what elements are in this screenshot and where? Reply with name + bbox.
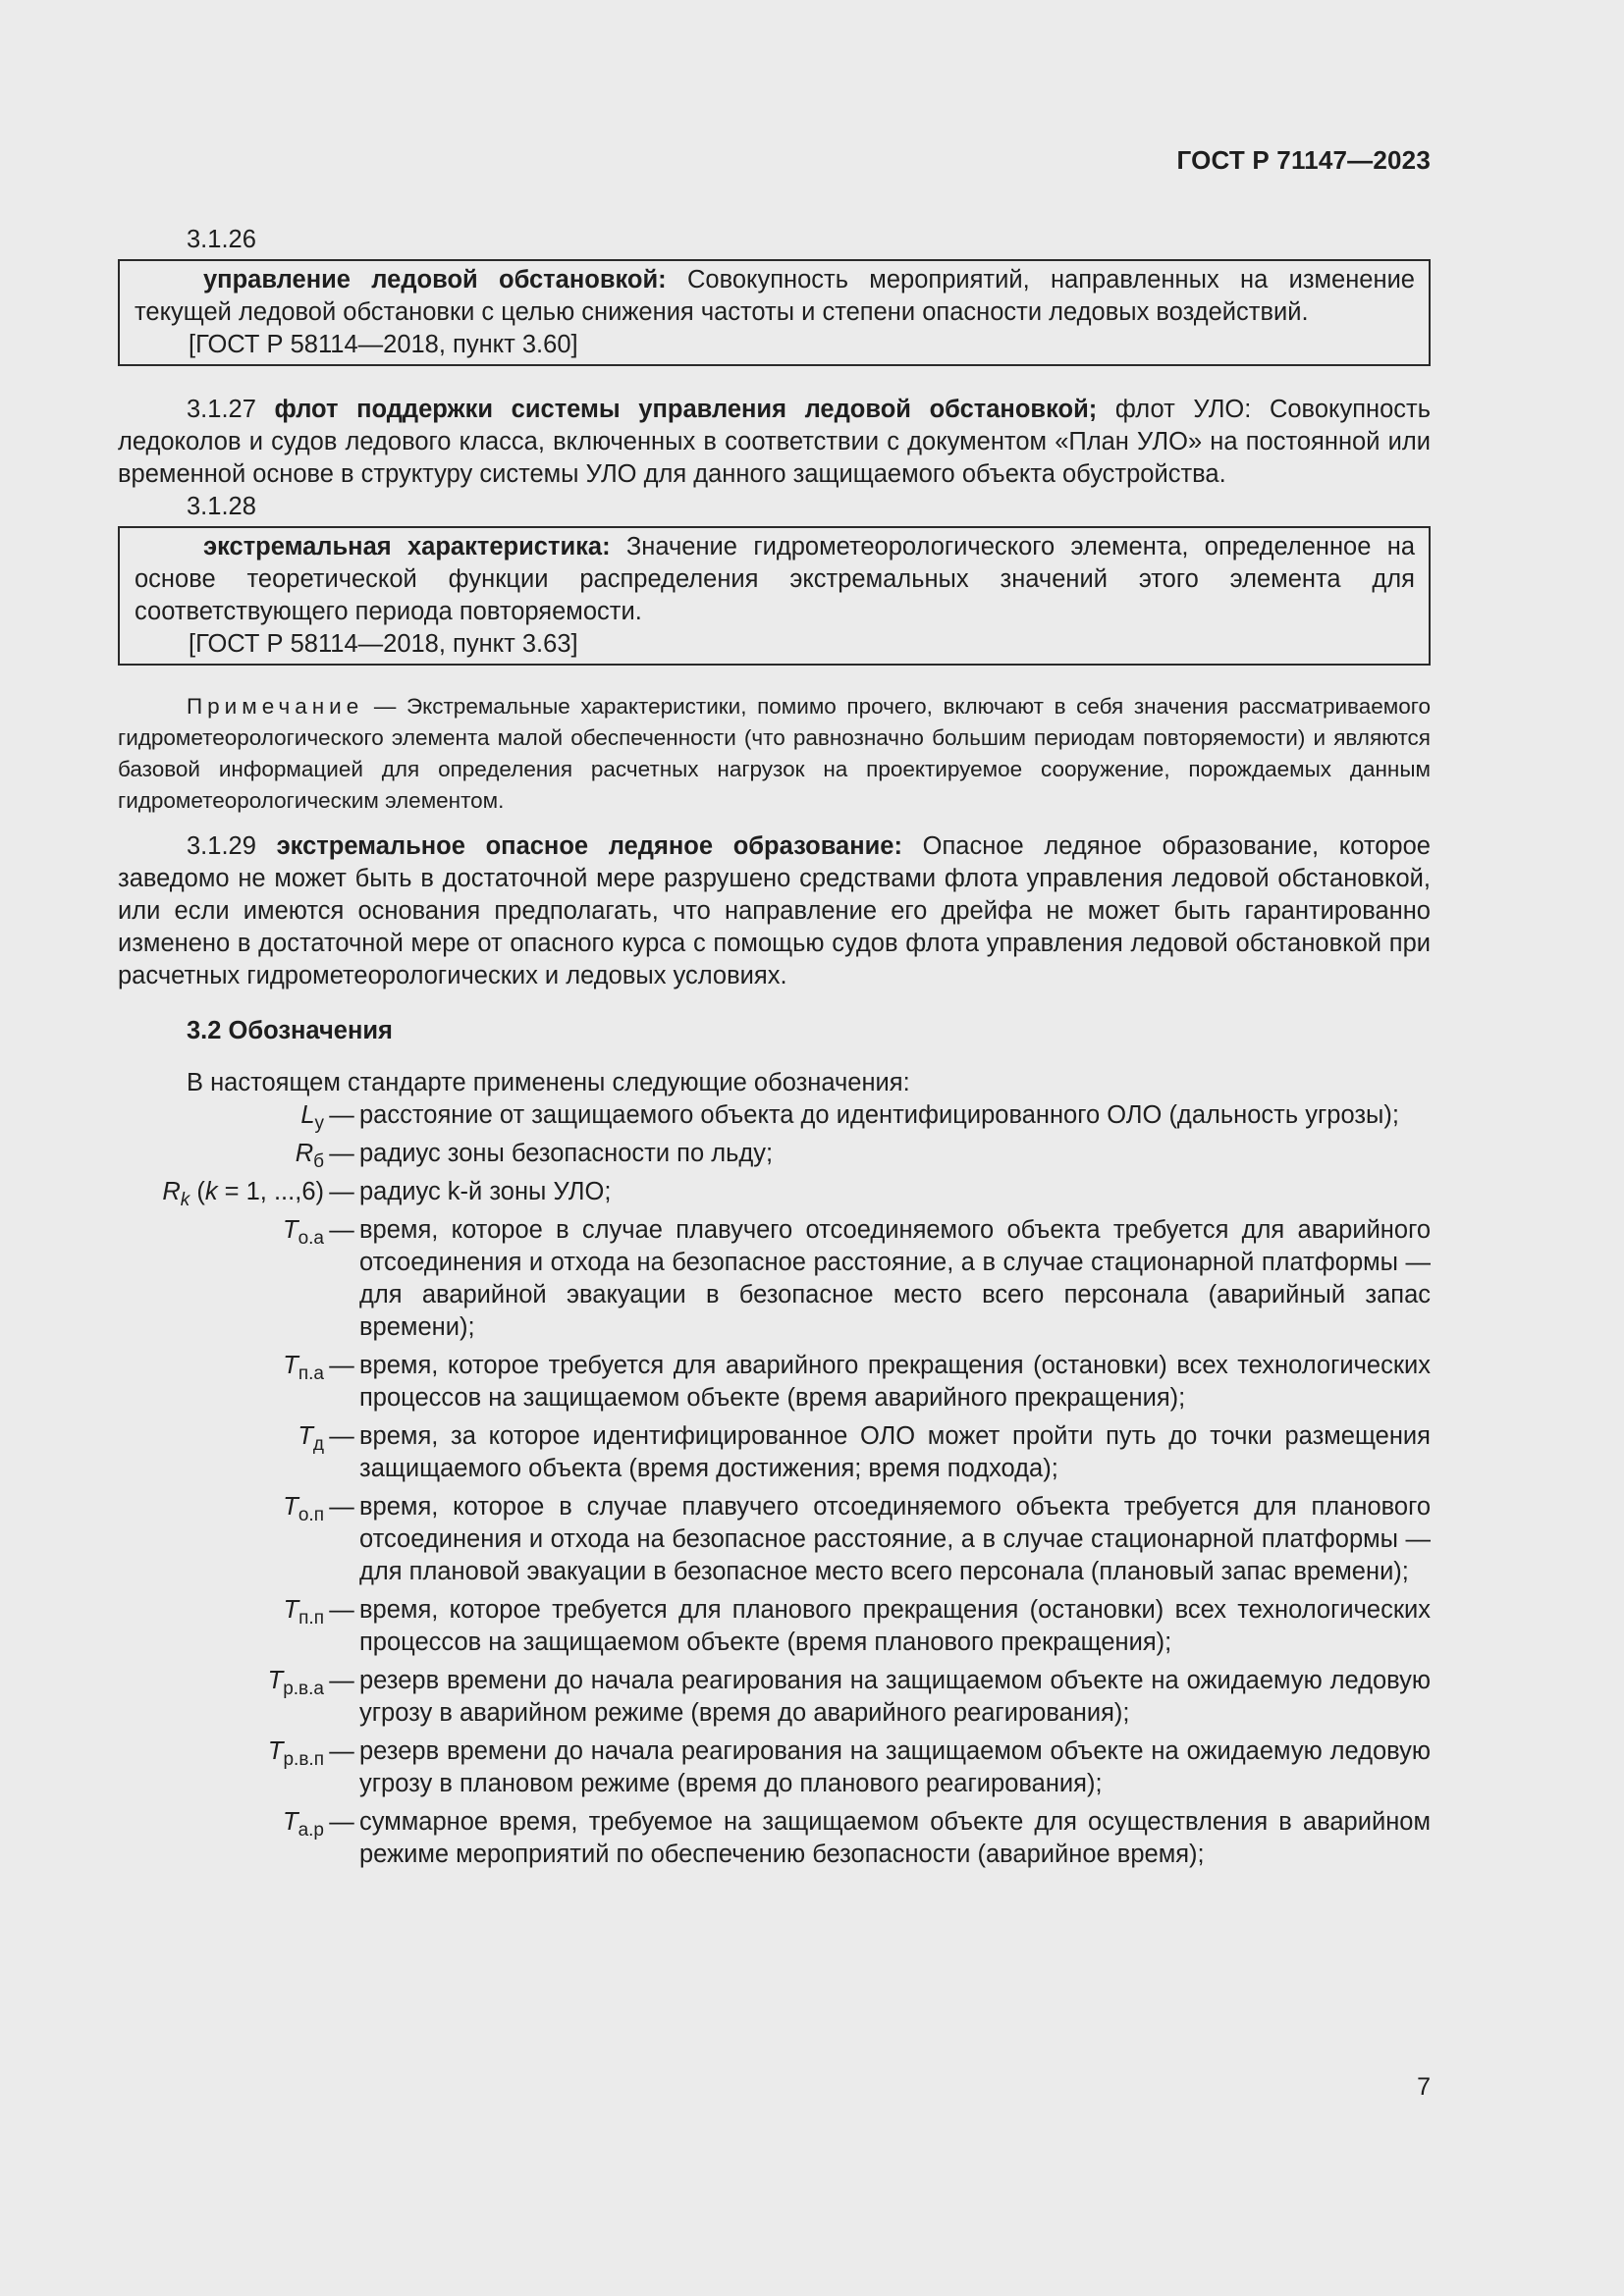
clause-number-3-1-26: 3.1.26 — [187, 226, 256, 253]
symbol-subscript: а.р — [298, 1820, 324, 1841]
symbol — [118, 1099, 324, 1132]
em-dash: — — [329, 1808, 354, 1836]
symbol-base: T — [283, 1493, 298, 1521]
em-dash: — — [329, 1216, 354, 1244]
symbol-row — [118, 1665, 1431, 1730]
clause-number-3-1-27: 3.1.27 — [187, 396, 256, 423]
symbol-row — [118, 1099, 1431, 1132]
symbol-range-var: k — [204, 1178, 218, 1205]
page-content — [118, 224, 1431, 1877]
symbols-intro: В настоящем стандарте применены следующие обозначения: — [187, 1069, 910, 1096]
em-dash: — — [329, 1140, 354, 1167]
em-dash: — — [329, 1422, 354, 1450]
symbol-description: время, которое в случае плавучего отсоединяемого объекта требуется для аварийного отсоединения и отхода на безопасное расстояние, а в случае стационарной платформы — для аварийной эвакуации в безопасное место всего персонала (аварийный запас времени); — [359, 1216, 1431, 1341]
note-text: — Экстремальные характеристики, помимо прочего, включают в себя значения рассматриваемого гидрометеорологического элемента малой обеспеченности (что равнозначно большим периодам повторяемости) и являются базовой информацией для определения расчетных нагрузок на проектируемое сооружение, порождаемых данным гидрометеорологическим элементом. — [118, 694, 1431, 813]
clause-number-3-1-29: 3.1.29 — [187, 832, 256, 860]
symbol-subscript: п.п — [298, 1608, 324, 1629]
symbols-list — [118, 1099, 1431, 1871]
definition-3-1-28 — [135, 531, 1415, 628]
definition-text-3-1-28: Значение гидрометеорологического элемента, определенное на основе теоретической функции распределения экстремальных значений этого элемента для соответствующего периода повторяемости. — [135, 533, 1415, 625]
symbol-description: расстояние от защищаемого объекта до идентифицированного ОЛО (дальность угрозы); — [359, 1101, 1399, 1129]
symbol-row — [118, 1806, 1431, 1871]
symbol-base: T — [283, 1808, 298, 1836]
symbol-subscript: у — [314, 1113, 324, 1134]
symbol — [118, 1138, 324, 1170]
symbol-row — [118, 1214, 1431, 1344]
symbol-subscript: п.а — [298, 1363, 324, 1384]
symbol-row — [118, 1176, 1431, 1208]
term-3-1-26: управление ледовой обстановкой: — [203, 266, 667, 294]
symbol — [118, 1214, 324, 1344]
symbol — [118, 1594, 324, 1659]
symbol-range-close: = 1, ...,6) — [217, 1178, 324, 1205]
symbol-base: R — [162, 1178, 181, 1205]
symbol — [118, 1735, 324, 1800]
symbol-row — [118, 1735, 1431, 1800]
symbol-base: L — [300, 1101, 315, 1129]
em-dash: — — [329, 1737, 354, 1765]
symbol-base: T — [283, 1596, 299, 1624]
symbol-description: время, которое требуется для аварийного прекращения (остановки) всех технологических процессов на защищаемом объекте (время аварийного прекращения); — [359, 1352, 1431, 1412]
symbol-description: радиус k-й зоны УЛО; — [359, 1178, 612, 1205]
symbol-row — [118, 1491, 1431, 1588]
em-dash: — — [329, 1667, 354, 1694]
note-paragraph — [118, 691, 1431, 817]
term-3-1-28: экстремальная характеристика: — [203, 533, 611, 561]
definition-text-3-1-29: Опасное ледяное образование, которое заведомо не может быть в достаточной мере разрушено средствами флота управления ледовой обстановкой, или если имеются основания предполагать, что направление его дрейфа не может быть гарантированно изменено в достаточной мере от опасного курса с помощью судов флота управления ледовой обстановкой при расчетных гидрометеорологических и ледовых условиях. — [118, 832, 1431, 989]
symbol-subscript: k — [180, 1190, 190, 1210]
symbol-base: R — [295, 1140, 314, 1167]
section-title-3-2: 3.2 Обозначения — [187, 1017, 393, 1044]
symbol-subscript: б — [313, 1151, 324, 1172]
symbol — [118, 1665, 324, 1730]
symbol-subscript: о.а — [298, 1228, 324, 1249]
em-dash: — — [329, 1178, 354, 1205]
page-number: 7 — [1417, 2073, 1431, 2101]
symbol-description: время, которое требуется для планового прекращения (остановки) всех технологических процессов на защищаемом объекте (время планового прекращения); — [359, 1596, 1431, 1656]
definition-text-3-1-26: Совокупность мероприятий, направленных на изменение текущей ледовой обстановки с целью снижения частоты и степени опасности ледовых воздействий. — [135, 266, 1415, 326]
symbol-description: суммарное время, требуемое на защищаемом объекте для осуществления в аварийном режиме мероприятий по обеспечению безопасности (аварийное время); — [359, 1808, 1431, 1868]
term-3-1-29: экстремальное опасное ледяное образование: — [276, 832, 902, 860]
symbol-base: T — [298, 1422, 313, 1450]
definition-text-3-1-27: флот УЛО: Совокупность ледоколов и судов ледового класса, включенных в соответствии с документом «План УЛО» на постоянной или временной основе в структуру системы УЛО для данного защищаемого объекта обустройства. — [118, 396, 1431, 488]
symbol-description: резерв времени до начала реагирования на защищаемом объекте на ожидаемую ледовую угрозу в плановом режиме (время до планового реагирования); — [359, 1737, 1431, 1797]
symbol-subscript: р.в.а — [283, 1679, 324, 1699]
symbol-base: T — [283, 1216, 298, 1244]
quoted-definition-box-3-1-28 — [118, 526, 1431, 666]
em-dash: — — [329, 1352, 354, 1379]
symbol-description: резерв времени до начала реагирования на защищаемом объекте на ожидаемую ледовую угрозу в аварийном режиме (время до аварийного реагирования); — [359, 1667, 1431, 1727]
symbol — [118, 1491, 324, 1588]
symbol-subscript: о.п — [298, 1505, 324, 1525]
symbol-row — [118, 1420, 1431, 1485]
symbol-base: T — [283, 1352, 298, 1379]
symbol-base: T — [267, 1667, 284, 1694]
symbol-row — [118, 1138, 1431, 1170]
em-dash: — — [329, 1493, 354, 1521]
symbol — [118, 1420, 324, 1485]
reference-3-1-26: [ГОСТ Р 58114—2018, пункт 3.60] — [189, 331, 578, 358]
symbol-description: время, за которое идентифицированное ОЛО может пройти путь до точки размещения защищаемого объекта (время достижения; время подхода); — [359, 1422, 1431, 1482]
symbol-row — [118, 1350, 1431, 1415]
quoted-definition-box-3-1-26 — [118, 259, 1431, 366]
symbol-subscript: р.в.п — [283, 1749, 324, 1770]
symbol-description: радиус зоны безопасности по льду; — [359, 1140, 774, 1167]
symbol — [118, 1806, 324, 1871]
reference-3-1-28: [ГОСТ Р 58114—2018, пункт 3.63] — [189, 630, 578, 658]
symbol-base: T — [267, 1737, 284, 1765]
em-dash: — — [329, 1596, 354, 1624]
em-dash: — — [329, 1101, 354, 1129]
clause-number-3-1-28: 3.1.28 — [187, 493, 256, 520]
clause-3-1-27 — [118, 394, 1431, 491]
definition-3-1-26 — [135, 264, 1415, 329]
symbol-description: время, которое в случае плавучего отсоединяемого объекта требуется для планового отсоединения и отхода на безопасное расстояние, а в случае стационарной платформы — для плановой эвакуации в безопасное место всего персонала (плановый запас времени); — [359, 1493, 1431, 1585]
symbol — [118, 1350, 324, 1415]
clause-3-1-29 — [118, 830, 1431, 992]
symbol-subscript: д — [312, 1434, 324, 1455]
note-label: Примечание — [187, 694, 364, 719]
symbol-row — [118, 1594, 1431, 1659]
document-header: ГОСТ Р 71147—2023 — [1176, 145, 1431, 175]
symbol — [0, 1176, 324, 1208]
term-3-1-27: флот поддержки системы управления ледовой обстановкой; — [274, 396, 1098, 423]
symbol-range-open: ( — [189, 1178, 205, 1205]
